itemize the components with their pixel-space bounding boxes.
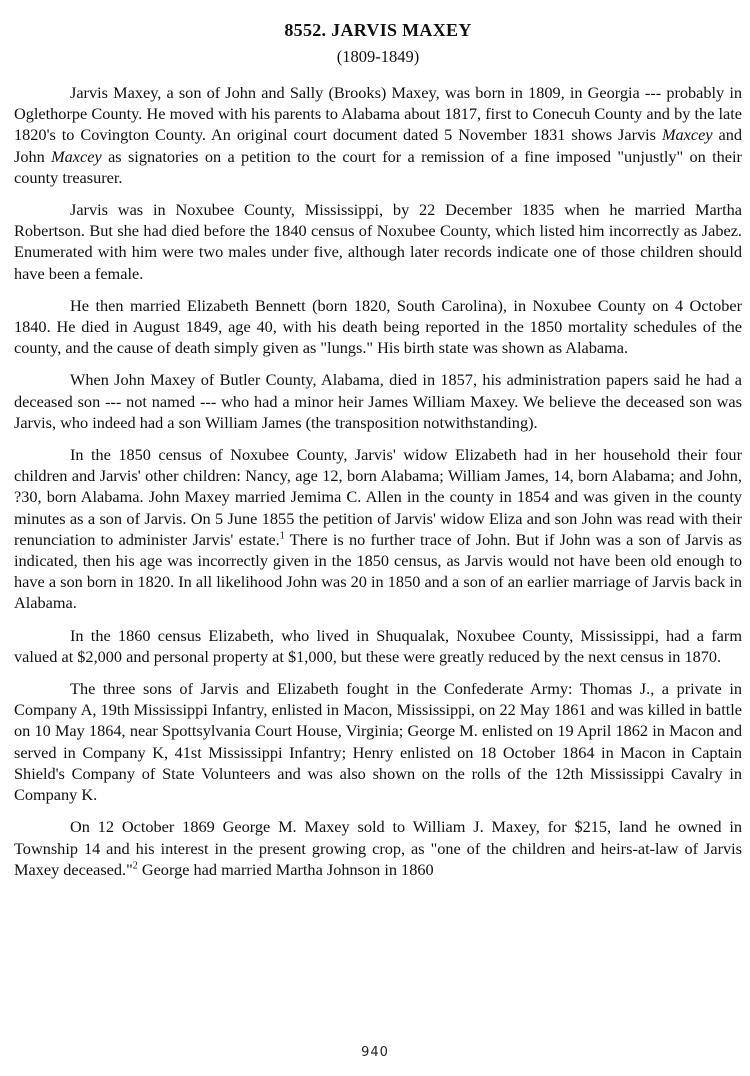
paragraph-5-text-a: In the 1850 census of Noxubee County, Jarvis' widow Elizabeth had in her household their four children and Jarvis' other children: Nancy, age 12, born Alabama; William James, 14, born Alabama; and John, ?30, born Alabama. John Maxey married Jemima C. Allen in the county in 1854 and was given in the county minutes as a son of Jarvis. On 5 June 1855 the petition of Jarvis' widow Eliza and son John was read with their renunciation to administer Jarvis' estate. bbox=[14, 445, 742, 549]
paragraph-8 bbox=[14, 816, 742, 880]
paragraph-5 bbox=[14, 444, 742, 614]
paragraph-8-text-a: On 12 October 1869 George M. Maxey sold to William J. Maxey, for $215, land he owned in Township 14 and his interest in the present growing crop, as "one of the children and heirs-at-law of Jarvis Maxey deceased." bbox=[14, 817, 742, 879]
paragraph-1-italic-b: Maxcey bbox=[51, 146, 102, 166]
paragraph-8-text-b: George had married Martha Johnson in 1860 bbox=[137, 859, 434, 879]
footnote-ref-2: 2 bbox=[132, 860, 138, 872]
paragraph-1 bbox=[14, 82, 742, 188]
paragraph-2: Jarvis was in Noxubee County, Mississippi, by 22 December 1835 when he married Martha Robertson. But she had died before the 1840 census of Noxubee County, which listed him incorrectly as Jabez. Enumerated with him were two males under five, although later records indicate one of those children should have been a female. bbox=[14, 200, 742, 283]
paragraph-3: He then married Elizabeth Bennett (born 1820, South Carolina), in Noxubee County on 4 October 1840. He died in August 1849, age 40, with his death being reported in the 1850 mortality schedules of the county, and the cause of death simply given as "lungs." His birth state was shown as Alabama. bbox=[14, 295, 742, 358]
page-title: 8552. JARVIS MAXEY bbox=[284, 20, 472, 40]
paragraph-7: The three sons of Jarvis and Elizabeth fought in the Confederate Army: Thomas J., a private in Company A, 19th Mississippi Infantry, enlisted in Macon, Mississippi, on 22 May 1861 and was killed in battle on 10 May 1864, near Spottsylvania Court House, Virginia; George M. enlisted on 19 April 1862 in Macon and served in Company K, 41st Mississippi Infantry; Henry enlisted on 18 October 1864 in Macon in Captain Shield's Company of State Volunteers and was also shown on the rolls of the 12th Mississippi Cavalry in Company K. bbox=[14, 679, 742, 805]
paragraph-1-text-b: and John bbox=[14, 125, 743, 166]
paragraph-4: When John Maxey of Butler County, Alabama, died in 1857, his administration papers said he had a deceased son --- not named --- who had a minor heir James William Maxey. We believe the deceased son was Jarvis, who indeed had a son William James (the transposition notwithstanding). bbox=[14, 370, 742, 432]
paragraph-6: In the 1860 census Elizabeth, who lived in Shuqualak, Noxubee County, Mississippi, had a farm valued at $2,000 and personal property at $1,000, but these were greatly reduced by the next census in 1870. bbox=[14, 625, 742, 666]
paragraph-1-text-a: Jarvis Maxey, a son of John and Sally (Brooks) Maxey, was born in 1809, in Georgia --- probably in Oglethorpe County. He moved with his parents to Alabama about 1817, first to Conecuh County and by the late 1820's to Covington County. An original court document dated 5 November 1831 shows Jarvis bbox=[14, 83, 742, 145]
document-body bbox=[14, 82, 742, 880]
footnote-ref-1: 1 bbox=[279, 530, 285, 542]
paragraph-5-text-b: There is no further trace of John. But if John was a son of Jarvis as indicated, then his age was incorrectly given in the 1850 census, as Jarvis would not have been old enough to have a son born in 1820. In all likelihood John was 20 in 1850 and a son of an earlier marriage of Jarvis back in Alabama. bbox=[14, 529, 742, 613]
paragraph-1-italic-a: Maxcey bbox=[661, 125, 713, 145]
paragraph-1-text-c: as signatories on a petition to the court for a remission of a fine imposed "unjustly" on their county treasurer. bbox=[14, 146, 742, 187]
document-page bbox=[14, 18, 742, 891]
life-dates: (1809-1849) bbox=[336, 47, 420, 66]
page-number: 940 bbox=[361, 1045, 389, 1060]
